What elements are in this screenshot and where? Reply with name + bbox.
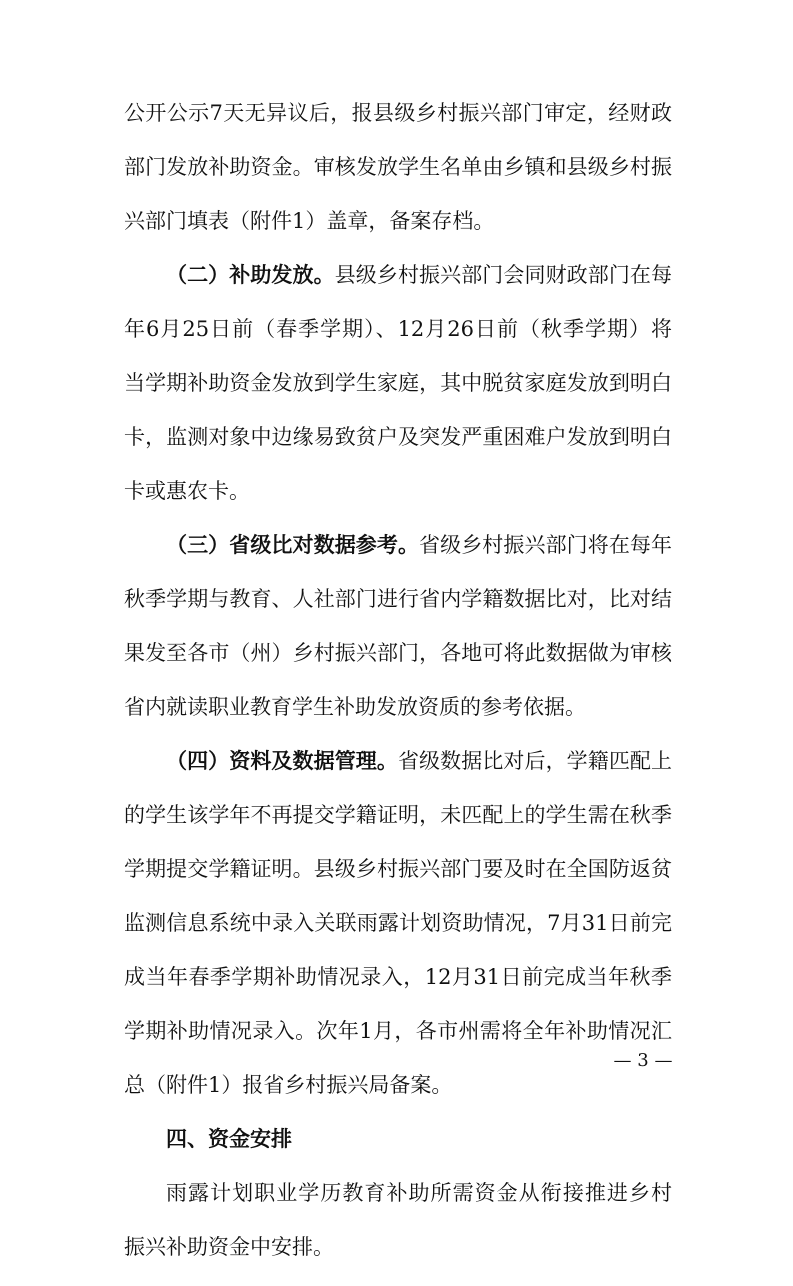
text-line-11: 果发至各市（州）乡村振兴部门，各地可将此数据做为审核 <box>124 641 672 665</box>
text-line-10: 秋季学期与教育、人社部门进行省内学籍数据比对，比对结 <box>124 587 672 611</box>
text-line-6: 当学期补助资金发放到学生家庭，其中脱贫家庭发放到明白 <box>124 371 672 395</box>
section-4-title: （四）资料及数据管理。 <box>166 749 398 773</box>
page-number: — 3 — <box>613 1050 673 1071</box>
text-line-22: 振兴补助资金中安排。 <box>124 1235 334 1259</box>
document-page <box>124 98 672 1286</box>
section-heading-4: 四、资金安排 <box>166 1127 292 1151</box>
text-line-3: 兴部门填表（附件1）盖章，备案存档。 <box>124 209 495 233</box>
text-line-1: 公开公示7天无异议后，报县级乡村振兴部门审定，经财政 <box>124 101 672 125</box>
text-line-5: 年6月25日前（春季学期）、12月26日前（秋季学期）将 <box>124 317 672 341</box>
text-line-14: 的学生该学年不再提交学籍证明，未匹配上的学生需在秋季 <box>124 803 672 827</box>
section-3-title: （三）省级比对数据参考。 <box>166 533 420 557</box>
section-2-first-line <box>124 260 672 312</box>
section-2-text: 县级乡村振兴部门会同财政部门在每 <box>334 263 673 287</box>
text-line-12: 省内就读职业教育学生补助发放资质的参考依据。 <box>124 695 586 719</box>
text-line-8: 卡或惠农卡。 <box>124 479 250 503</box>
section-4-first-line <box>124 746 672 798</box>
text-line-15: 学期提交学籍证明。县级乡村振兴部门要及时在全国防返贫 <box>124 857 672 881</box>
section-2-title: （二）补助发放。 <box>166 263 335 287</box>
text-line-21: 雨露计划职业学历教育补助所需资金从衔接推进乡村 <box>166 1181 672 1205</box>
text-line-7: 卡，监测对象中边缘易致贫户及突发严重困难户发放到明白 <box>124 425 672 449</box>
text-line-2: 部门发放补助资金。审核发放学生名单由乡镇和县级乡村振 <box>124 155 672 179</box>
section-4-text: 省级数据比对后，学籍匹配上 <box>397 749 673 773</box>
text-line-16: 监测信息系统中录入关联雨露计划资助情况，7月31日前完 <box>124 911 672 935</box>
section-3-text: 省级乡村振兴部门将在每年 <box>419 533 673 557</box>
section-3-first-line <box>124 530 672 582</box>
text-line-18: 学期补助情况录入。次年1月，各市州需将全年补助情况汇 <box>124 1019 672 1043</box>
text-line-17: 成当年春季学期补助情况录入，12月31日前完成当年秋季 <box>124 965 672 989</box>
text-line-19: 总（附件1）报省乡村振兴局备案。 <box>124 1073 453 1097</box>
